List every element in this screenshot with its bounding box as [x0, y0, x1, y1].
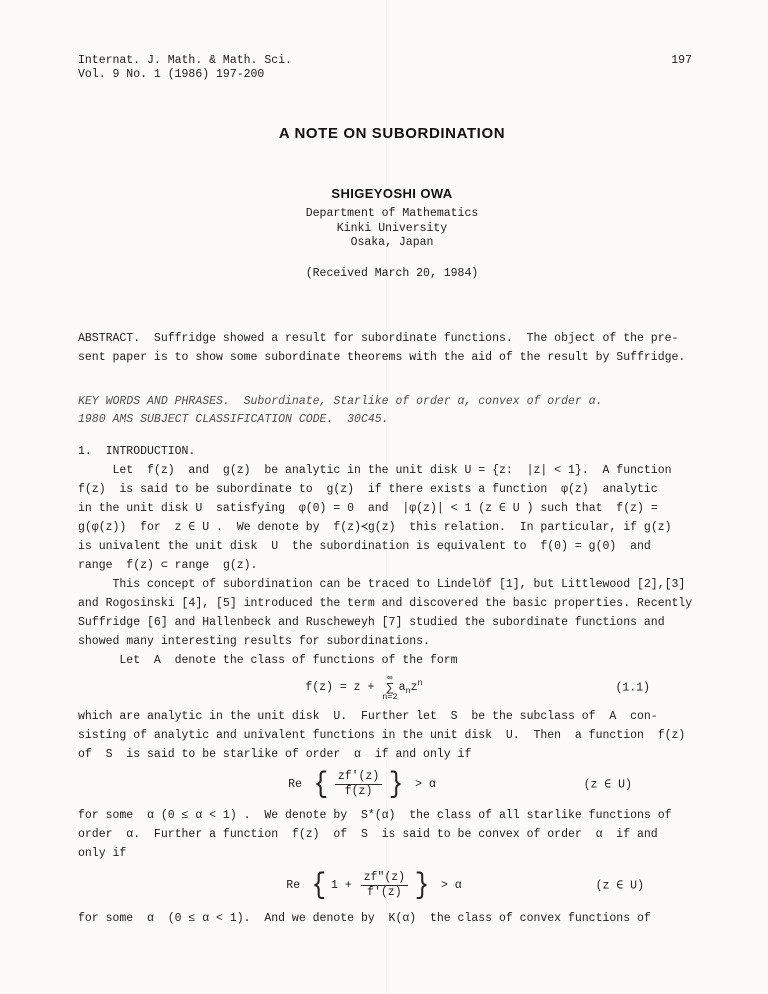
body-line: for some α (0 ≤ α < 1). And we denote by K(α) the class of convex functions of [78, 911, 651, 925]
body-line: Suffridge [6] and Hallenbeck and Ruscheweyh [7] studied the subordinate functions and [78, 615, 665, 629]
equation-domain: (z ∈ U) [583, 778, 632, 792]
body-line: which are analytic in the unit disk U. Further let S be the subclass of A con- [78, 709, 658, 723]
body-line: Let A denote the class of functions of the form [78, 653, 458, 667]
equation-operator: Re [286, 879, 308, 893]
received-date: (Received March 20, 1984) [305, 266, 479, 280]
open-brace: { [313, 767, 329, 802]
journal-name: Internat. J. Math. & Math. Sci. [78, 54, 292, 67]
journal-header [78, 54, 706, 82]
journal-info [78, 54, 292, 82]
body-line: in the unit disk U satisfying φ(0) = 0 and |φ(z)| < 1 (z ∈ U ) such that f(z) = [78, 501, 658, 515]
body-line: order α. Further a function f(z) of S is said to be convex of order α if and [78, 827, 658, 841]
classification-line: 1980 AMS SUBJECT CLASSIFICATION CODE. 30C45. [78, 412, 389, 426]
section-heading-introduction: 1. INTRODUCTION. [78, 444, 196, 458]
abstract-line: ABSTRACT. Suffridge showed a result for subordinate functions. The object of the pre- [78, 331, 679, 345]
equation-relation: > α [434, 879, 462, 893]
paper-title: A NOTE ON SUBORDINATION [278, 125, 506, 142]
body-line: is univalent the unit disk U the subordination is equivalent to f(0) = g(0) and [78, 539, 651, 553]
journal-volume: Vol. 9 No. 1 (1986) 197-200 [78, 68, 265, 81]
equation-1-1-expression [305, 674, 422, 701]
body-line: g(φ(z)) for z ∈ U . We denote by f(z)≺g(z) this relation. In particular, if g(z) [78, 520, 672, 534]
equation-operator: Re [288, 778, 309, 792]
body-line: Let f(z) and g(z) be analytic in the unit disk U = {z: |z| < 1}. A function [78, 463, 672, 477]
fraction: $\frac{zf'(z)}{f(z)}$ [335, 770, 382, 799]
fraction: $\frac{zf"(z)}{f'(z)}$ [361, 871, 408, 900]
scan-artifact-line [386, 0, 387, 994]
keywords-block [78, 393, 706, 429]
equation-1-1 [50, 672, 678, 704]
convex-condition-expression [286, 868, 462, 903]
author-name: SHIGEYOSHI OWA [331, 186, 453, 201]
abstract-line: sent paper is to show some subordinate theorems with the aid of the result by Suffridge. [78, 350, 686, 364]
body-line: for some α (0 ≤ α < 1) . We denote by S*(α) the class of all starlike functions of [78, 808, 672, 822]
abstract [78, 329, 706, 367]
body-line: showed many interesting results for subordinations. [78, 634, 430, 648]
affiliation-city: Osaka, Japan [350, 236, 434, 249]
affiliation-department: Department of Mathematics [305, 207, 479, 220]
equation-prefix: 1 + [331, 879, 359, 893]
body-line: range f(z) ⊂ range g(z). [78, 558, 258, 572]
author-affiliation [78, 207, 706, 251]
convex-condition-equation [60, 864, 688, 908]
body-line: This concept of subordination can be traced to Lindelöf [1], but Littlewood [2],[3] [78, 577, 686, 591]
body-line: f(z) is said to be subordinate to g(z) if there exists a function φ(z) analytic [78, 482, 658, 496]
equation-lhs: f(z) = z + [305, 681, 382, 695]
equation-domain: (z ∈ U) [595, 879, 644, 893]
keywords-line: KEY WORDS AND PHRASES. Subordinate, Starlike of order α, convex of order α. [78, 394, 603, 408]
series-term: $a_nz^n$ [398, 678, 423, 697]
equation-relation: > α [408, 778, 436, 792]
summation-symbol: ∞ ∑ n=2 [382, 673, 398, 702]
body-line: only if [78, 846, 127, 860]
body-line: and Rogosinski [4], [5] introduced the term and discovered the basic properties. Recently [78, 596, 693, 610]
open-brace: { [311, 868, 327, 903]
starlike-condition-expression [288, 767, 436, 802]
body-line: of S is said to be starlike of order α if and only if [78, 747, 472, 761]
affiliation-university: Kinki University [336, 221, 448, 235]
starlike-condition-equation [48, 765, 676, 805]
page-number: 197 [671, 54, 692, 67]
close-brace: } [414, 868, 430, 903]
introduction-body [78, 461, 706, 928]
close-brace: } [389, 767, 404, 802]
equation-number: (1.1) [615, 681, 650, 695]
body-line: sisting of analytic and univalent functions in the unit disk U. Then a function f(z) [78, 728, 686, 742]
